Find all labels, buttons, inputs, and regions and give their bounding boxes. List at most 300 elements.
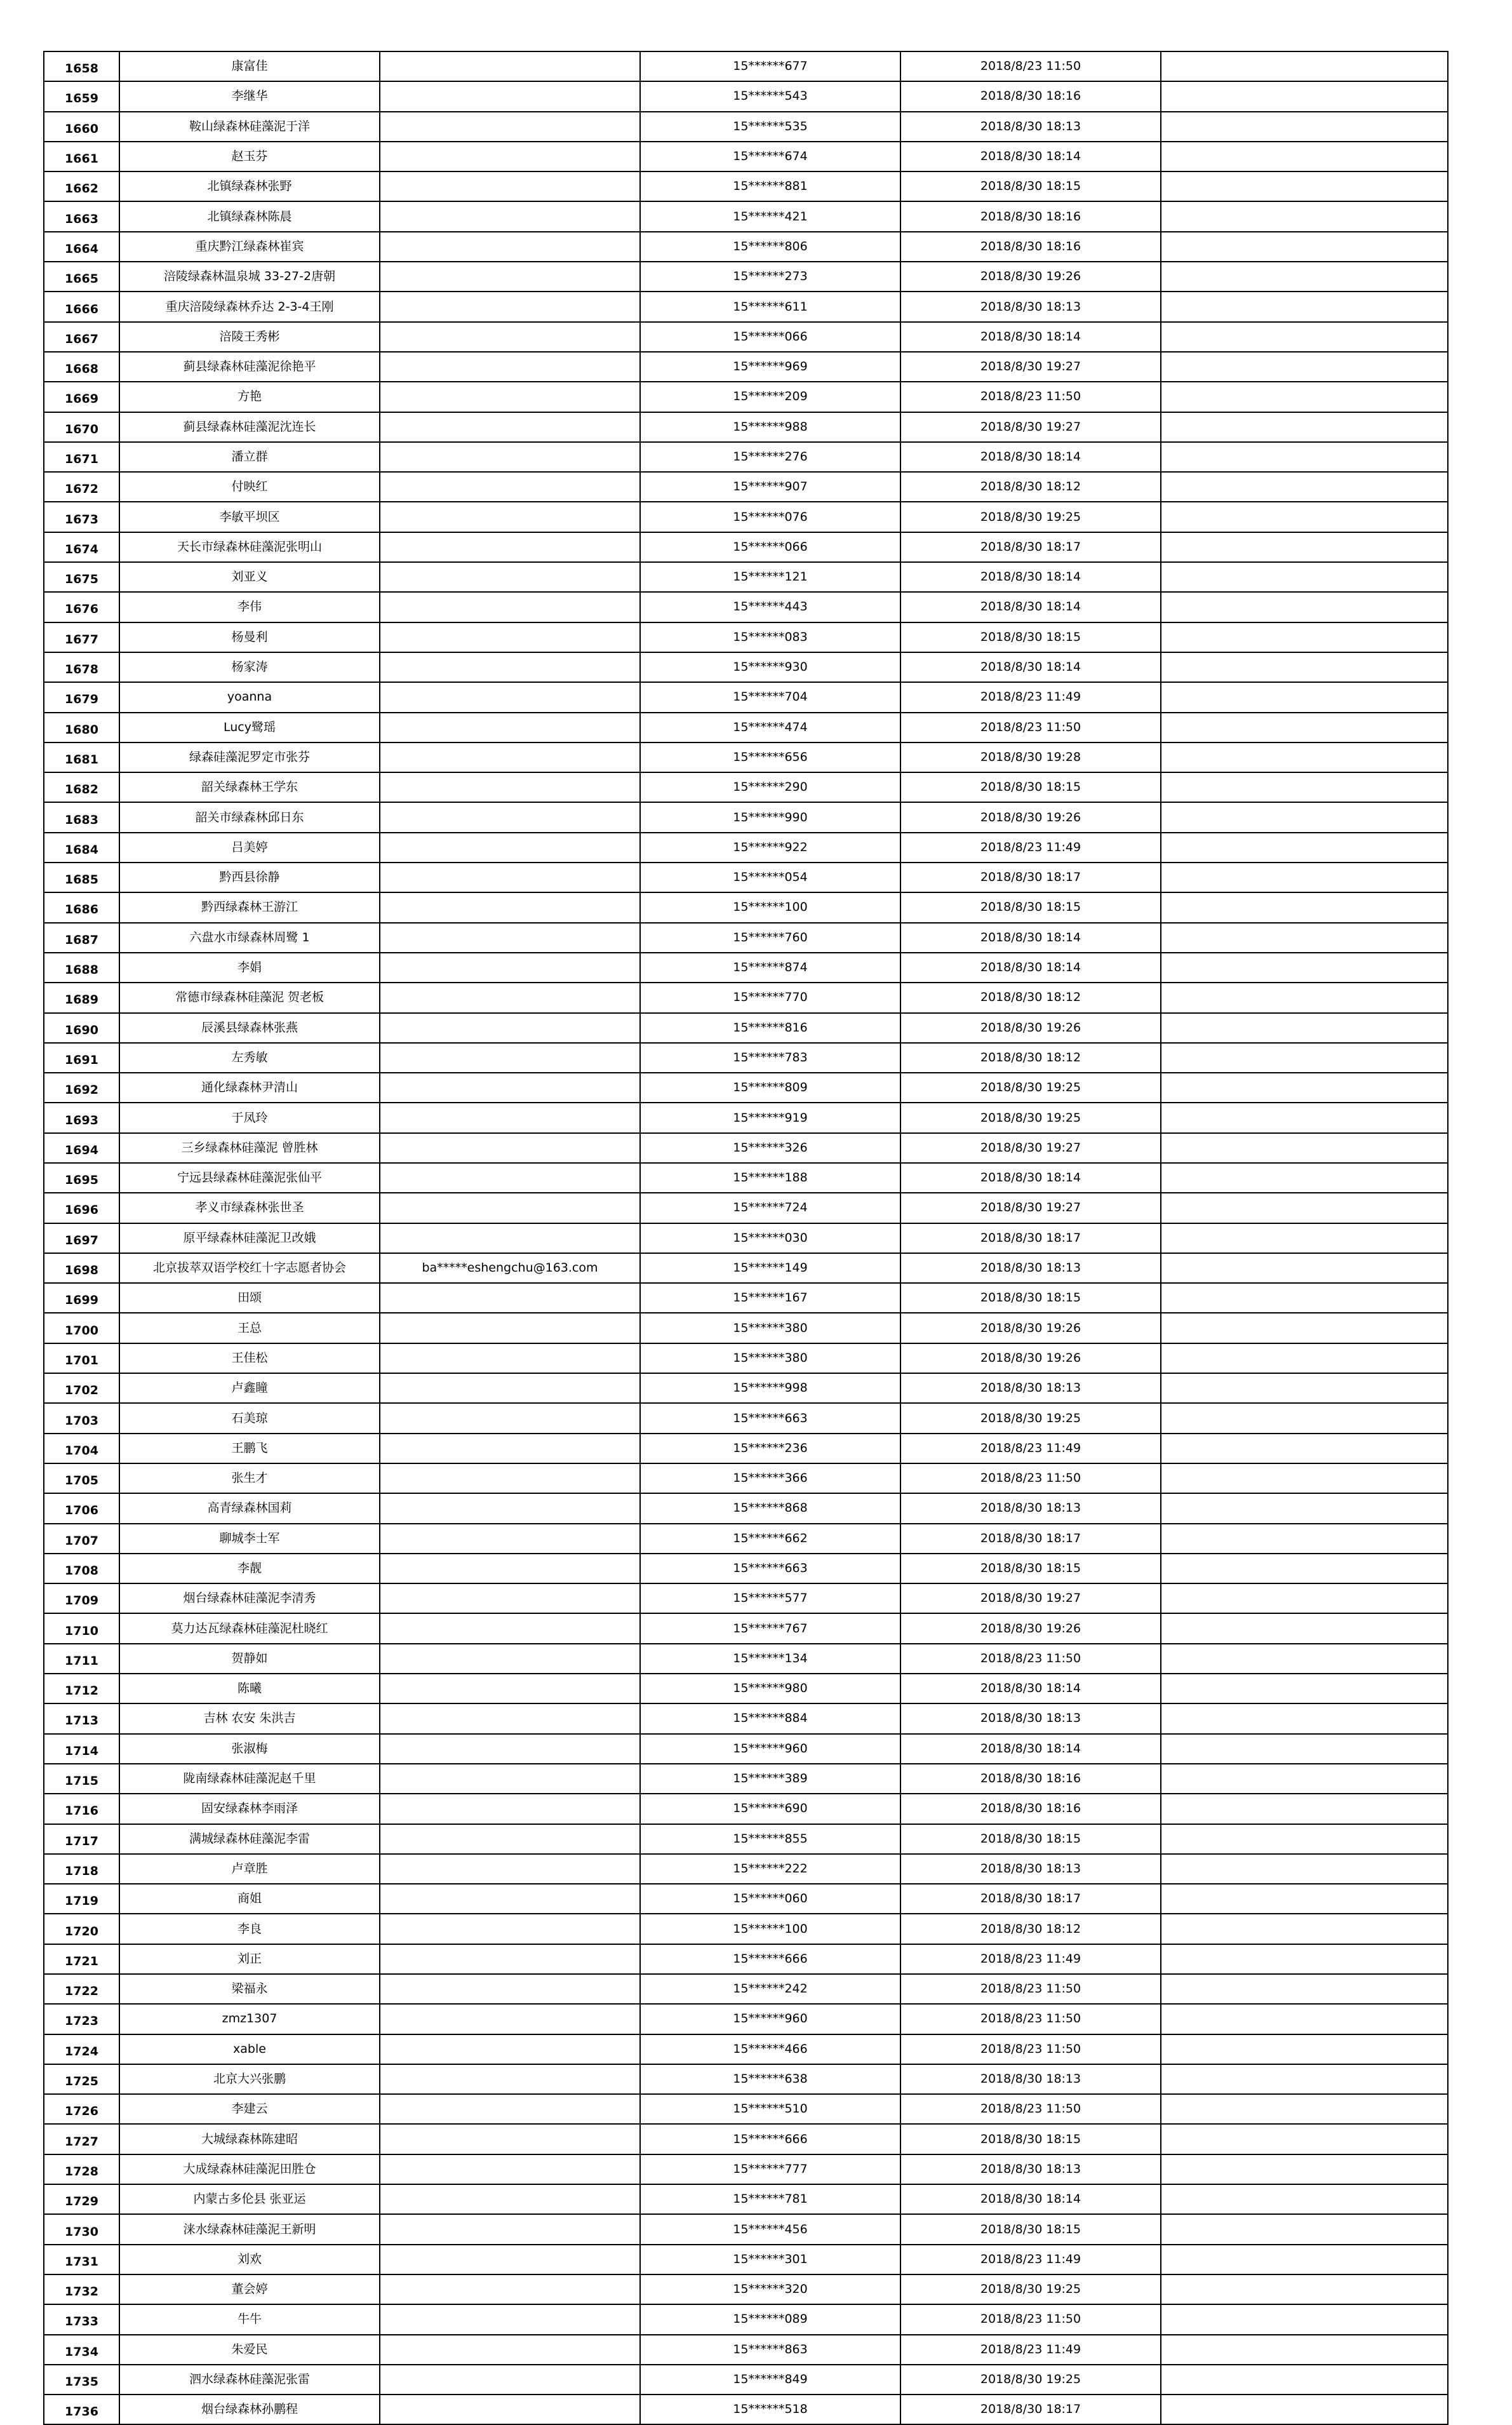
phone-cell: 15******809 xyxy=(640,1073,900,1103)
name-cell: 石美琼 xyxy=(119,1403,380,1433)
time-cell: 2018/8/30 18:17 xyxy=(900,2395,1161,2424)
time-cell: 2018/8/30 19:27 xyxy=(900,352,1161,382)
email-cell xyxy=(380,772,640,802)
table-row xyxy=(44,1373,1448,1403)
email-cell xyxy=(380,1283,640,1313)
table-row xyxy=(44,682,1448,712)
email-cell xyxy=(380,2034,640,2064)
phone-cell: 15******690 xyxy=(640,1794,900,1824)
phone-cell: 15******922 xyxy=(640,833,900,863)
email-cell xyxy=(380,201,640,231)
table-row xyxy=(44,2154,1448,2184)
row-number-cell: 1732 xyxy=(44,2274,119,2304)
row-number-cell: 1658 xyxy=(44,51,119,81)
blank-cell xyxy=(1161,1703,1448,1733)
phone-cell: 15******990 xyxy=(640,802,900,832)
table-row xyxy=(44,232,1448,262)
phone-cell: 15******188 xyxy=(640,1163,900,1193)
email-cell xyxy=(380,322,640,352)
name-cell: 绿森硅藻泥罗定市张芬 xyxy=(119,742,380,772)
phone-cell: 15******760 xyxy=(640,923,900,953)
blank-cell xyxy=(1161,1613,1448,1643)
row-number-cell: 1676 xyxy=(44,592,119,622)
row-number-cell: 1715 xyxy=(44,1764,119,1794)
row-number-cell: 1704 xyxy=(44,1434,119,1463)
phone-cell: 15******930 xyxy=(640,652,900,682)
table-row xyxy=(44,1043,1448,1073)
table-row xyxy=(44,1283,1448,1313)
time-cell: 2018/8/30 19:25 xyxy=(900,1403,1161,1433)
name-cell: 李靓 xyxy=(119,1554,380,1583)
row-number-cell: 1695 xyxy=(44,1163,119,1193)
row-number-cell: 1685 xyxy=(44,863,119,892)
email-cell xyxy=(380,1644,640,1674)
table-row xyxy=(44,2064,1448,2094)
email-cell xyxy=(380,1583,640,1613)
time-cell: 2018/8/30 18:17 xyxy=(900,1524,1161,1554)
email-cell xyxy=(380,232,640,262)
blank-cell xyxy=(1161,802,1448,832)
name-cell: 原平绿森林硅藻泥卫改娥 xyxy=(119,1223,380,1253)
table-row xyxy=(44,863,1448,892)
row-number-cell: 1699 xyxy=(44,1283,119,1313)
email-cell xyxy=(380,352,640,382)
row-number-cell: 1663 xyxy=(44,201,119,231)
phone-cell: 15******919 xyxy=(640,1103,900,1132)
row-number-cell: 1719 xyxy=(44,1884,119,1914)
table-row xyxy=(44,2245,1448,2274)
name-cell: 陇南绿森林硅藻泥赵千里 xyxy=(119,1764,380,1794)
name-cell: 王总 xyxy=(119,1313,380,1343)
blank-cell xyxy=(1161,742,1448,772)
phone-cell: 15******301 xyxy=(640,2245,900,2274)
phone-cell: 15******320 xyxy=(640,2274,900,2304)
email-cell xyxy=(380,2395,640,2424)
email-cell xyxy=(380,2245,640,2274)
row-number-cell: 1686 xyxy=(44,892,119,922)
phone-cell: 15******777 xyxy=(640,2154,900,2184)
phone-cell: 15******149 xyxy=(640,1253,900,1283)
phone-cell: 15******874 xyxy=(640,953,900,983)
phone-cell: 15******767 xyxy=(640,1613,900,1643)
blank-cell xyxy=(1161,2304,1448,2334)
time-cell: 2018/8/30 18:14 xyxy=(900,592,1161,622)
name-cell: 杨家涛 xyxy=(119,652,380,682)
row-number-cell: 1677 xyxy=(44,622,119,652)
phone-cell: 15******677 xyxy=(640,51,900,81)
table-row xyxy=(44,1073,1448,1103)
name-cell: 朱爱民 xyxy=(119,2335,380,2365)
email-cell xyxy=(380,412,640,442)
table-row xyxy=(44,1764,1448,1794)
row-number-cell: 1691 xyxy=(44,1043,119,1073)
email-cell xyxy=(380,2004,640,2034)
name-cell: 李继华 xyxy=(119,81,380,111)
row-number-cell: 1684 xyxy=(44,833,119,863)
name-cell: 蓟县绿森林硅藻泥徐艳平 xyxy=(119,352,380,382)
name-cell: xable xyxy=(119,2034,380,2064)
table-row xyxy=(44,1583,1448,1613)
time-cell: 2018/8/23 11:50 xyxy=(900,51,1161,81)
row-number-cell: 1718 xyxy=(44,1854,119,1884)
name-cell: zmz1307 xyxy=(119,2004,380,2034)
row-number-cell: 1669 xyxy=(44,382,119,412)
row-number-cell: 1733 xyxy=(44,2304,119,2334)
time-cell: 2018/8/30 18:15 xyxy=(900,1824,1161,1854)
name-cell: 重庆黔江绿森林崔宾 xyxy=(119,232,380,262)
phone-cell: 15******121 xyxy=(640,562,900,592)
blank-cell xyxy=(1161,442,1448,472)
time-cell: 2018/8/30 18:16 xyxy=(900,1794,1161,1824)
name-cell: 常德市绿森林硅藻泥 贺老板 xyxy=(119,983,380,1012)
time-cell: 2018/8/30 19:25 xyxy=(900,2274,1161,2304)
blank-cell xyxy=(1161,532,1448,562)
row-number-cell: 1687 xyxy=(44,923,119,953)
row-number-cell: 1666 xyxy=(44,292,119,321)
blank-cell xyxy=(1161,923,1448,953)
row-number-cell: 1734 xyxy=(44,2335,119,2365)
row-number-cell: 1670 xyxy=(44,412,119,442)
name-cell: 陈曦 xyxy=(119,1674,380,1703)
email-cell xyxy=(380,652,640,682)
email-cell xyxy=(380,2214,640,2244)
row-number-cell: 1661 xyxy=(44,142,119,171)
blank-cell xyxy=(1161,1434,1448,1463)
time-cell: 2018/8/23 11:50 xyxy=(900,2094,1161,2124)
phone-cell: 15******380 xyxy=(640,1343,900,1373)
table-row xyxy=(44,472,1448,502)
time-cell: 2018/8/23 11:49 xyxy=(900,2335,1161,2365)
table-row xyxy=(44,923,1448,953)
time-cell: 2018/8/30 18:14 xyxy=(900,142,1161,171)
email-cell xyxy=(380,983,640,1012)
phone-cell: 15******998 xyxy=(640,1373,900,1403)
time-cell: 2018/8/23 11:50 xyxy=(900,1974,1161,2004)
table-row xyxy=(44,772,1448,802)
row-number-cell: 1692 xyxy=(44,1073,119,1103)
row-number-cell: 1679 xyxy=(44,682,119,712)
phone-cell: 15******770 xyxy=(640,983,900,1012)
phone-cell: 15******510 xyxy=(640,2094,900,2124)
name-cell: 卢章胜 xyxy=(119,1854,380,1884)
email-cell xyxy=(380,1403,640,1433)
table-row xyxy=(44,802,1448,832)
name-cell: 涪陵绿森林温泉城 33-27-2唐朝 xyxy=(119,262,380,292)
phone-cell: 15******863 xyxy=(640,2335,900,2365)
table-row xyxy=(44,322,1448,352)
email-cell xyxy=(380,2154,640,2184)
row-number-cell: 1706 xyxy=(44,1493,119,1523)
phone-cell: 15******969 xyxy=(640,352,900,382)
table-row xyxy=(44,1163,1448,1193)
time-cell: 2018/8/23 11:50 xyxy=(900,713,1161,742)
time-cell: 2018/8/30 19:26 xyxy=(900,1613,1161,1643)
phone-cell: 15******704 xyxy=(640,682,900,712)
email-cell xyxy=(380,1734,640,1764)
blank-cell xyxy=(1161,1283,1448,1313)
phone-cell: 15******456 xyxy=(640,2214,900,2244)
time-cell: 2018/8/23 11:49 xyxy=(900,1944,1161,1974)
time-cell: 2018/8/30 18:15 xyxy=(900,1283,1161,1313)
name-cell: 大成绿森林硅藻泥田胜仓 xyxy=(119,2154,380,2184)
phone-cell: 15******543 xyxy=(640,81,900,111)
blank-cell xyxy=(1161,1974,1448,2004)
blank-cell xyxy=(1161,1373,1448,1403)
email-cell xyxy=(380,1343,640,1373)
email-cell xyxy=(380,142,640,171)
phone-cell: 15******960 xyxy=(640,2004,900,2034)
time-cell: 2018/8/23 11:49 xyxy=(900,2245,1161,2274)
phone-cell: 15******656 xyxy=(640,742,900,772)
time-cell: 2018/8/30 18:15 xyxy=(900,1554,1161,1583)
phone-cell: 15******443 xyxy=(640,592,900,622)
blank-cell xyxy=(1161,863,1448,892)
row-number-cell: 1660 xyxy=(44,112,119,142)
email-cell xyxy=(380,112,640,142)
email-cell xyxy=(380,532,640,562)
phone-cell: 15******134 xyxy=(640,1644,900,1674)
table-row xyxy=(44,1524,1448,1554)
time-cell: 2018/8/30 18:17 xyxy=(900,532,1161,562)
phone-cell: 15******960 xyxy=(640,1734,900,1764)
blank-cell xyxy=(1161,1313,1448,1343)
name-cell: 孝义市绿森林张世圣 xyxy=(119,1193,380,1223)
time-cell: 2018/8/30 18:13 xyxy=(900,1373,1161,1403)
row-number-cell: 1668 xyxy=(44,352,119,382)
phone-cell: 15******100 xyxy=(640,892,900,922)
row-number-cell: 1682 xyxy=(44,772,119,802)
table-row xyxy=(44,1974,1448,2004)
donor-table xyxy=(43,51,1448,2425)
blank-cell xyxy=(1161,1463,1448,1493)
row-number-cell: 1728 xyxy=(44,2154,119,2184)
phone-cell: 15******242 xyxy=(640,1974,900,2004)
email-cell xyxy=(380,713,640,742)
row-number-cell: 1680 xyxy=(44,713,119,742)
time-cell: 2018/8/30 19:26 xyxy=(900,262,1161,292)
table-row xyxy=(44,1644,1448,1674)
email-cell xyxy=(380,81,640,111)
time-cell: 2018/8/30 18:13 xyxy=(900,2154,1161,2184)
blank-cell xyxy=(1161,1193,1448,1223)
phone-cell: 15******290 xyxy=(640,772,900,802)
name-cell: 黔西县徐静 xyxy=(119,863,380,892)
time-cell: 2018/8/30 18:14 xyxy=(900,322,1161,352)
phone-cell: 15******030 xyxy=(640,1223,900,1253)
email-cell xyxy=(380,1703,640,1733)
row-number-cell: 1674 xyxy=(44,532,119,562)
blank-cell xyxy=(1161,1253,1448,1283)
email-cell xyxy=(380,382,640,412)
phone-cell: 15******724 xyxy=(640,1193,900,1223)
email-cell xyxy=(380,2365,640,2395)
phone-cell: 15******366 xyxy=(640,1463,900,1493)
email-cell xyxy=(380,1193,640,1223)
table-row xyxy=(44,532,1448,562)
phone-cell: 15******855 xyxy=(640,1824,900,1854)
name-cell: 康富佳 xyxy=(119,51,380,81)
blank-cell xyxy=(1161,2184,1448,2214)
table-row xyxy=(44,1493,1448,1523)
row-number-cell: 1681 xyxy=(44,742,119,772)
name-cell: 重庆涪陵绿森林乔达 2-3-4王刚 xyxy=(119,292,380,321)
name-cell: 烟台绿森林孙鹏程 xyxy=(119,2395,380,2424)
time-cell: 2018/8/23 11:50 xyxy=(900,2004,1161,2034)
time-cell: 2018/8/23 11:50 xyxy=(900,1463,1161,1493)
name-cell: 泗水绿森林硅藻泥张雷 xyxy=(119,2365,380,2395)
time-cell: 2018/8/30 18:16 xyxy=(900,201,1161,231)
row-number-cell: 1705 xyxy=(44,1463,119,1493)
time-cell: 2018/8/30 18:14 xyxy=(900,442,1161,472)
row-number-cell: 1665 xyxy=(44,262,119,292)
time-cell: 2018/8/23 11:49 xyxy=(900,682,1161,712)
blank-cell xyxy=(1161,592,1448,622)
email-cell xyxy=(380,682,640,712)
email-cell xyxy=(380,1554,640,1583)
row-number-cell: 1697 xyxy=(44,1223,119,1253)
table-row xyxy=(44,1944,1448,1974)
time-cell: 2018/8/30 18:14 xyxy=(900,953,1161,983)
blank-cell xyxy=(1161,833,1448,863)
table-row xyxy=(44,833,1448,863)
table-row xyxy=(44,352,1448,382)
email-cell xyxy=(380,1013,640,1043)
row-number-cell: 1708 xyxy=(44,1554,119,1583)
email-cell xyxy=(380,1223,640,1253)
name-cell: 李良 xyxy=(119,1914,380,1944)
name-cell: 鞍山绿森林硅藻泥于洋 xyxy=(119,112,380,142)
time-cell: 2018/8/30 18:12 xyxy=(900,1914,1161,1944)
blank-cell xyxy=(1161,472,1448,502)
blank-cell xyxy=(1161,1133,1448,1163)
phone-cell: 15******326 xyxy=(640,1133,900,1163)
blank-cell xyxy=(1161,1644,1448,1674)
email-cell xyxy=(380,1463,640,1493)
phone-cell: 15******209 xyxy=(640,382,900,412)
time-cell: 2018/8/30 18:13 xyxy=(900,2064,1161,2094)
table-row xyxy=(44,742,1448,772)
row-number-cell: 1736 xyxy=(44,2395,119,2424)
blank-cell xyxy=(1161,622,1448,652)
time-cell: 2018/8/30 18:14 xyxy=(900,923,1161,953)
time-cell: 2018/8/23 11:49 xyxy=(900,833,1161,863)
name-cell: yoanna xyxy=(119,682,380,712)
blank-cell xyxy=(1161,1914,1448,1944)
email-cell: ba*****eshengchu@163.com xyxy=(380,1253,640,1283)
row-number-cell: 1725 xyxy=(44,2064,119,2094)
email-cell xyxy=(380,833,640,863)
time-cell: 2018/8/23 11:50 xyxy=(900,1644,1161,1674)
time-cell: 2018/8/30 18:14 xyxy=(900,1674,1161,1703)
table-row xyxy=(44,2274,1448,2304)
name-cell: 满城绿森林硅藻泥李雷 xyxy=(119,1824,380,1854)
row-number-cell: 1701 xyxy=(44,1343,119,1373)
phone-cell: 15******849 xyxy=(640,2365,900,2395)
time-cell: 2018/8/30 18:13 xyxy=(900,1493,1161,1523)
phone-cell: 15******662 xyxy=(640,1524,900,1554)
time-cell: 2018/8/30 19:25 xyxy=(900,502,1161,532)
email-cell xyxy=(380,1163,640,1193)
email-cell xyxy=(380,892,640,922)
blank-cell xyxy=(1161,2094,1448,2124)
time-cell: 2018/8/30 18:16 xyxy=(900,1764,1161,1794)
table-row xyxy=(44,983,1448,1012)
time-cell: 2018/8/30 18:12 xyxy=(900,1043,1161,1073)
row-number-cell: 1673 xyxy=(44,502,119,532)
row-number-cell: 1710 xyxy=(44,1613,119,1643)
table-row xyxy=(44,201,1448,231)
table-row xyxy=(44,1463,1448,1493)
name-cell: 贺静如 xyxy=(119,1644,380,1674)
table-row xyxy=(44,2395,1448,2424)
blank-cell xyxy=(1161,112,1448,142)
blank-cell xyxy=(1161,2245,1448,2274)
time-cell: 2018/8/30 19:27 xyxy=(900,1133,1161,1163)
phone-cell: 15******638 xyxy=(640,2064,900,2094)
email-cell xyxy=(380,802,640,832)
email-cell xyxy=(380,562,640,592)
row-number-cell: 1659 xyxy=(44,81,119,111)
name-cell: 牛牛 xyxy=(119,2304,380,2334)
time-cell: 2018/8/30 18:16 xyxy=(900,81,1161,111)
email-cell xyxy=(380,1043,640,1073)
name-cell: 北镇绿森林张野 xyxy=(119,171,380,201)
table-row xyxy=(44,1794,1448,1824)
table-row xyxy=(44,292,1448,321)
blank-cell xyxy=(1161,772,1448,802)
blank-cell xyxy=(1161,142,1448,171)
row-number-cell: 1711 xyxy=(44,1644,119,1674)
table-row xyxy=(44,892,1448,922)
time-cell: 2018/8/30 18:13 xyxy=(900,1703,1161,1733)
row-number-cell: 1726 xyxy=(44,2094,119,2124)
email-cell xyxy=(380,1764,640,1794)
blank-cell xyxy=(1161,2274,1448,2304)
name-cell: 北京拔萃双语学校红十字志愿者协会 xyxy=(119,1253,380,1283)
name-cell: 潘立群 xyxy=(119,442,380,472)
table-row xyxy=(44,713,1448,742)
phone-cell: 15******066 xyxy=(640,322,900,352)
email-cell xyxy=(380,592,640,622)
time-cell: 2018/8/30 18:15 xyxy=(900,772,1161,802)
time-cell: 2018/8/30 18:15 xyxy=(900,171,1161,201)
blank-cell xyxy=(1161,352,1448,382)
email-cell xyxy=(380,472,640,502)
phone-cell: 15******816 xyxy=(640,1013,900,1043)
phone-cell: 15******276 xyxy=(640,442,900,472)
row-number-cell: 1678 xyxy=(44,652,119,682)
phone-cell: 15******100 xyxy=(640,1914,900,1944)
time-cell: 2018/8/30 18:13 xyxy=(900,1854,1161,1884)
blank-cell xyxy=(1161,1524,1448,1554)
row-number-cell: 1727 xyxy=(44,2124,119,2154)
blank-cell xyxy=(1161,1223,1448,1253)
phone-cell: 15******535 xyxy=(640,112,900,142)
email-cell xyxy=(380,1824,640,1854)
email-cell xyxy=(380,1073,640,1103)
row-number-cell: 1690 xyxy=(44,1013,119,1043)
phone-cell: 15******907 xyxy=(640,472,900,502)
name-cell: Lucy鹭瑶 xyxy=(119,713,380,742)
name-cell: 于凤玲 xyxy=(119,1103,380,1132)
blank-cell xyxy=(1161,1884,1448,1914)
time-cell: 2018/8/30 19:26 xyxy=(900,1313,1161,1343)
row-number-cell: 1716 xyxy=(44,1794,119,1824)
time-cell: 2018/8/23 11:50 xyxy=(900,382,1161,412)
email-cell xyxy=(380,1103,640,1132)
name-cell: 北镇绿森林陈晨 xyxy=(119,201,380,231)
email-cell xyxy=(380,742,640,772)
